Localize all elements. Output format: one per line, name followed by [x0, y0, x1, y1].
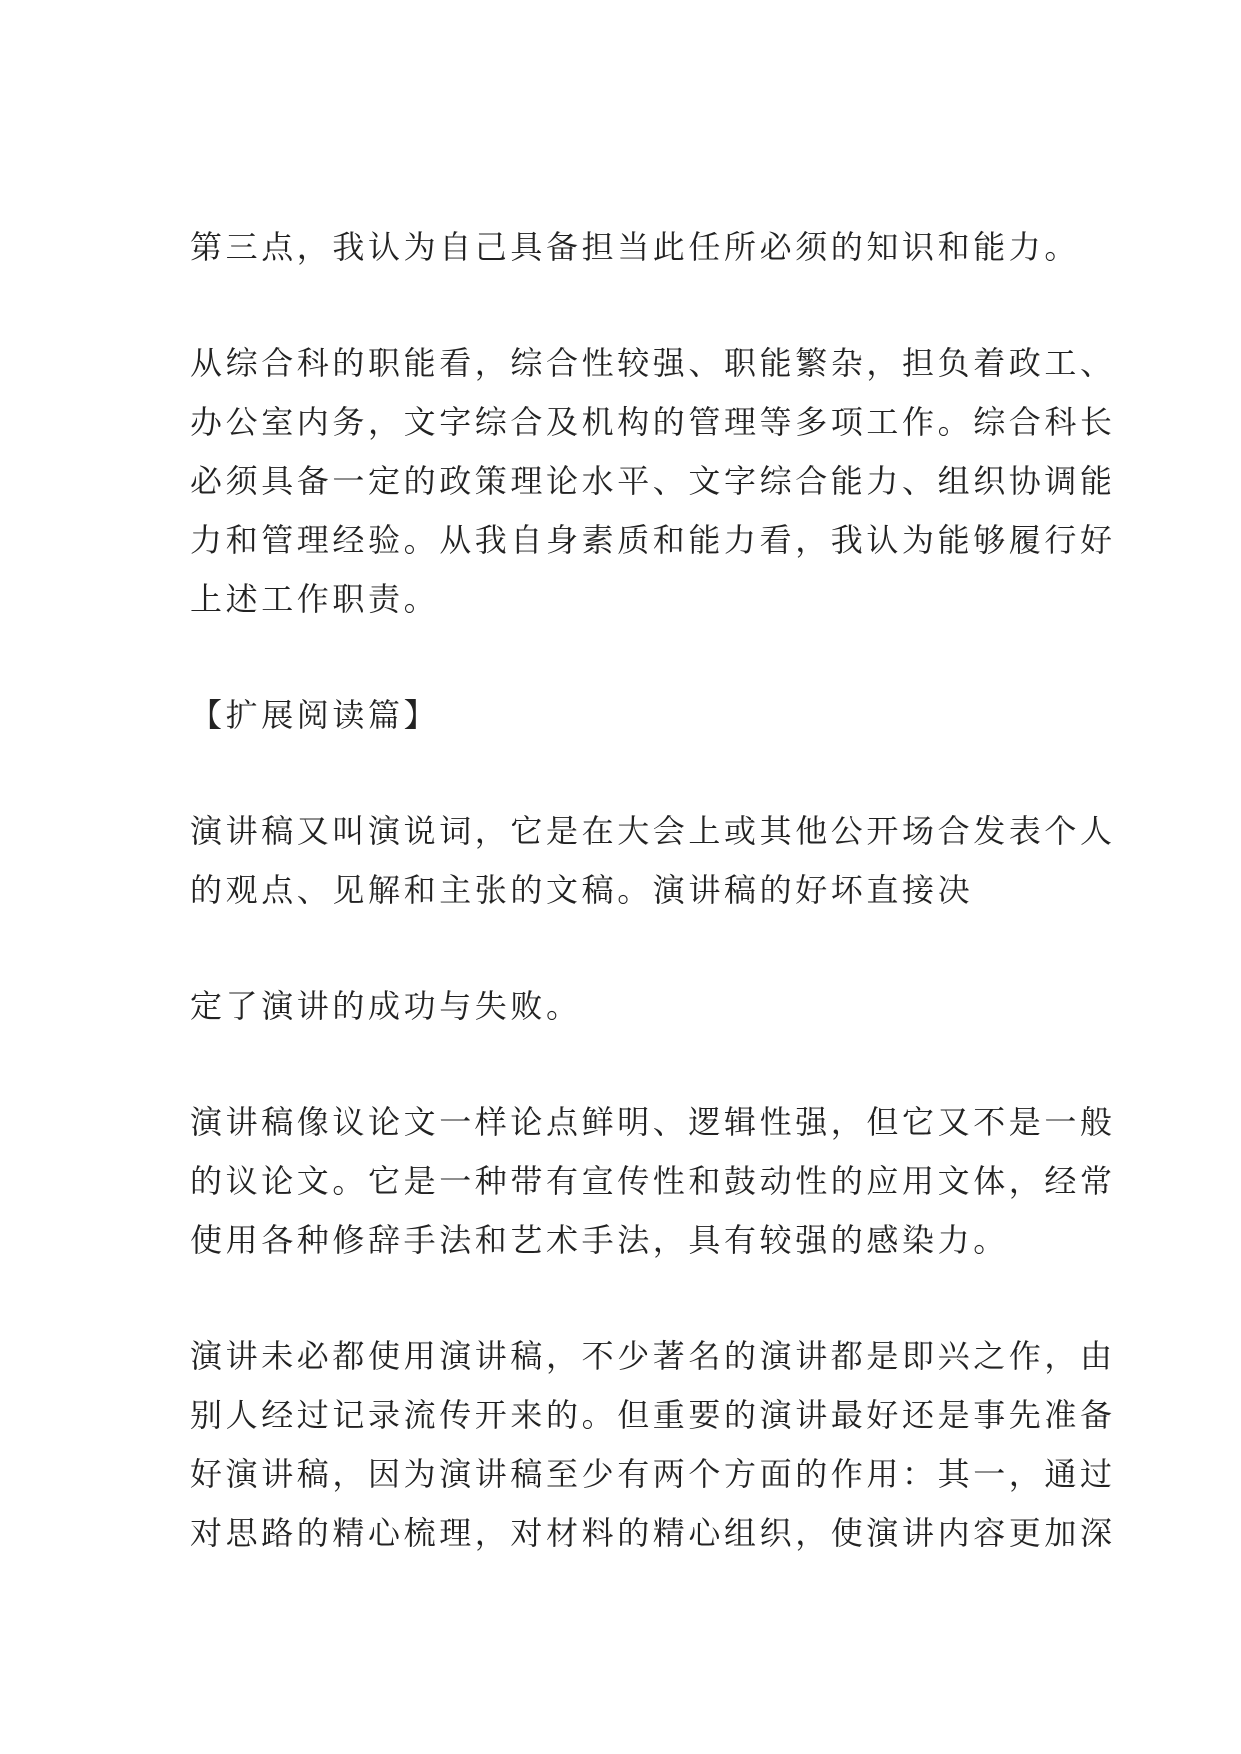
- text-line: 的议论文。它是一种带有宣传性和鼓动性的应用文体，经常: [190, 1162, 1116, 1200]
- paragraph-speech-characteristics: [190, 1093, 1116, 1270]
- paragraph-gap: [190, 745, 1060, 802]
- paragraph-speech-success: [190, 977, 1060, 1036]
- paragraph-gap: [190, 629, 1060, 686]
- paragraph-gap: [190, 1270, 1060, 1327]
- text-line: 定了演讲的成功与失败。: [190, 987, 582, 1025]
- text-line: 演讲稿像议论文一样论点鲜明、逻辑性强，但它又不是一般: [190, 1103, 1116, 1141]
- text-line: 上述工作职责。: [190, 580, 440, 618]
- text-line: 对思路的精心梳理，对材料的精心组织，使演讲内容更加深: [190, 1514, 1116, 1552]
- text-line: 演讲稿又叫演说词，它是在大会上或其他公开场合发表个人: [190, 812, 1116, 850]
- text-line: 力和管理经验。从我自身素质和能力看，我认为能够履行好: [190, 521, 1116, 559]
- text-line: 的观点、见解和主张的文稿。演讲稿的好坏直接决: [190, 871, 974, 909]
- section-heading-extended-reading: [190, 686, 1060, 745]
- text-line: 演讲未必都使用演讲稿，不少著名的演讲都是即兴之作，由: [190, 1337, 1116, 1375]
- document-body: [190, 218, 1116, 1563]
- paragraph-gap: [190, 920, 1060, 977]
- paragraph-gap: [190, 1036, 1060, 1093]
- paragraph-department-duties: [190, 334, 1116, 629]
- text-line: 别人经过记录流传开来的。但重要的演讲最好还是事先准备: [190, 1396, 1116, 1434]
- text-line: 办公室内务，文字综合及机构的管理等多项工作。综合科长: [190, 403, 1116, 441]
- paragraph-speech-purpose: [190, 1327, 1116, 1563]
- paragraph-third-point: [190, 218, 1081, 277]
- text-line: 第三点，我认为自己具备担当此任所必须的知识和能力。: [190, 228, 1081, 266]
- text-line: 从综合科的职能看，综合性较强、职能繁杂，担负着政工、: [190, 344, 1116, 382]
- text-line: 好演讲稿，因为演讲稿至少有两个方面的作用：其一，通过: [190, 1455, 1116, 1493]
- section-heading: 【扩展阅读篇】: [190, 696, 440, 734]
- text-line: 使用各种修辞手法和艺术手法，具有较强的感染力。: [190, 1221, 1009, 1259]
- text-line: 必须具备一定的政策理论水平、文字综合能力、组织协调能: [190, 462, 1116, 500]
- paragraph-gap: [190, 277, 1060, 334]
- paragraph-speech-definition: [190, 802, 1116, 920]
